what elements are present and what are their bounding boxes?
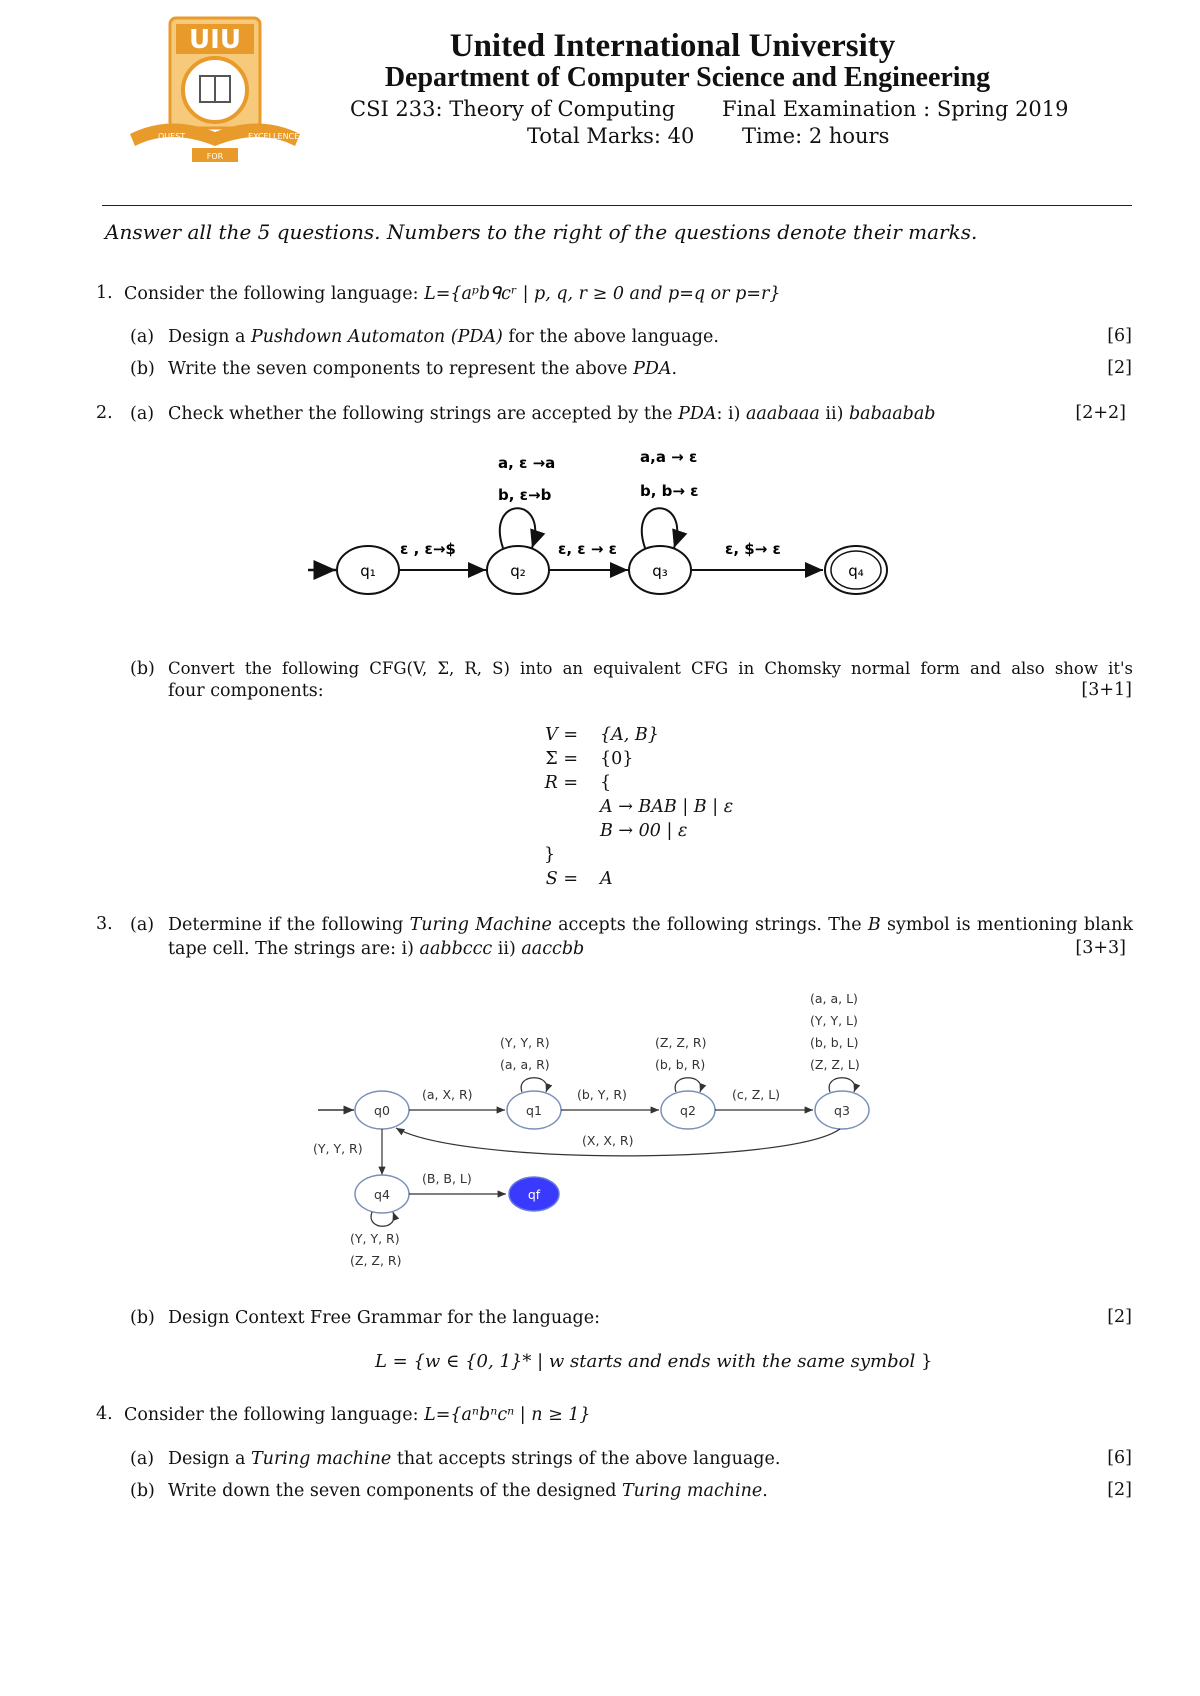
q1-intro: Consider the following language: L={aᵖbᑫcʳ | p, q, r ≥ 0 and p=q or p=r} bbox=[124, 284, 781, 304]
pda-loop3-top: a,a → ε bbox=[640, 448, 698, 466]
q4b-text: Write down the seven components of the designed Turing machine. bbox=[168, 1481, 768, 1501]
cfg-r-close: } bbox=[544, 845, 556, 865]
cfg-s-rhs: A bbox=[600, 869, 613, 889]
q4a-text: Design a Turing machine that accepts strings of the above language. bbox=[168, 1449, 781, 1469]
tm-diagram bbox=[310, 985, 910, 1270]
q2a-marks: [2+2] bbox=[1075, 403, 1126, 423]
q1a-marks: [6] bbox=[1107, 326, 1132, 346]
q3a-line2: tape cell. The strings are: i) aabbccc ii) aaccbb bbox=[168, 939, 585, 959]
tm-q1-loop-0: (Y, Y, R) bbox=[500, 1035, 550, 1050]
tm-t12: (b, Y, R) bbox=[577, 1087, 627, 1102]
q3b-marks: [2] bbox=[1107, 1307, 1132, 1327]
instructions: Answer all the 5 questions. Numbers to the right of the questions denote their marks. bbox=[105, 220, 978, 244]
tm-q3-loop-3: (Z, Z, L) bbox=[810, 1057, 860, 1072]
tm-q3-loop-1: (Y, Y, L) bbox=[810, 1013, 858, 1028]
pda-loop2-bot: b, ε→b bbox=[498, 486, 552, 504]
cfg-rule2: B → 00 | ε bbox=[600, 821, 688, 841]
q3b-language: L = {w ∈ {0, 1}* | w starts and ends with the same symbol } bbox=[375, 1351, 933, 1372]
q1b-label: (b) bbox=[130, 359, 155, 379]
tm-q1-loop-1: (a, a, R) bbox=[500, 1057, 550, 1072]
cfg-r-open: { bbox=[600, 773, 612, 793]
cfg-r-lhs: R = bbox=[544, 773, 578, 793]
tm-state-q4-label: q4 bbox=[374, 1187, 390, 1202]
q2a-text: Check whether the following strings are accepted by the PDA: i) aaabaaa ii) babaabab bbox=[168, 404, 936, 424]
exam-time: Time: 2 hours bbox=[742, 124, 890, 148]
tm-q3-loop-2: (b, b, L) bbox=[810, 1035, 859, 1050]
q1b-text: Write the seven components to represent the above PDA. bbox=[168, 359, 678, 379]
q1-number: 1. bbox=[96, 283, 113, 303]
pda-state-q3-label: q₃ bbox=[652, 562, 668, 580]
pda-state-q2-label: q₂ bbox=[510, 562, 526, 580]
q2a-label: (a) bbox=[130, 404, 155, 424]
q3a-line1: Determine if the following Turing Machine accepts the following strings. The B symbol is mentioning blank bbox=[168, 915, 1133, 935]
pda-loop2-top: a, ε →a bbox=[498, 454, 556, 472]
q4-intro: Consider the following language: L={aⁿbⁿcⁿ | n ≥ 1} bbox=[124, 1405, 591, 1425]
tm-q2-loop-0: (Z, Z, R) bbox=[655, 1035, 707, 1050]
tm-t01: (a, X, R) bbox=[422, 1087, 473, 1102]
cfg-sigma-lhs: Σ = bbox=[545, 749, 578, 769]
q2b-line1: Convert the following CFG(V, Σ, R, S) into an equivalent CFG in Chomsky normal form and also show it's bbox=[168, 659, 1133, 678]
pda-diagram bbox=[300, 440, 920, 610]
q1b-marks: [2] bbox=[1107, 358, 1132, 378]
tm-state-qf-label: qf bbox=[527, 1187, 541, 1202]
tm-t04: (Y, Y, R) bbox=[313, 1141, 363, 1156]
q4-number: 4. bbox=[96, 1404, 113, 1424]
tm-q4-loop-0: (Y, Y, R) bbox=[350, 1231, 400, 1246]
pda-t23: ε, ε → ε bbox=[558, 540, 617, 558]
q4-language: L={aⁿbⁿcⁿ | n ≥ 1} bbox=[424, 1405, 591, 1425]
q4b-label: (b) bbox=[130, 1481, 155, 1501]
tm-state-q2-label: q2 bbox=[680, 1103, 696, 1118]
q3a-label: (a) bbox=[130, 915, 155, 935]
pda-t34: ε, $→ ε bbox=[725, 540, 781, 558]
header-divider bbox=[102, 205, 1132, 206]
department-name: Department of Computer Science and Engineering bbox=[384, 62, 991, 93]
q1-language: L={aᵖbᑫcʳ | p, q, r ≥ 0 and p=q or p=r} bbox=[424, 284, 781, 304]
pda-state-q4-label: q₄ bbox=[848, 562, 864, 580]
pda-loop3-bot: b, b→ ε bbox=[640, 482, 699, 500]
pda-t12: ε , ε→$ bbox=[400, 540, 456, 558]
logo-ribbon-bottom: FOR bbox=[206, 152, 224, 161]
total-marks: Total Marks: 40 bbox=[527, 124, 695, 148]
tm-q4-loop-1: (Z, Z, R) bbox=[350, 1253, 402, 1268]
q4b-marks: [2] bbox=[1107, 1480, 1132, 1500]
logo-text: UIU bbox=[189, 25, 241, 55]
tm-state-q1-label: q1 bbox=[526, 1103, 542, 1118]
tm-t4f: (B, B, L) bbox=[422, 1171, 472, 1186]
q1a-label: (a) bbox=[130, 327, 155, 347]
tm-t23: (c, Z, L) bbox=[732, 1087, 781, 1102]
q3-number: 3. bbox=[96, 914, 113, 934]
tm-state-q3-label: q3 bbox=[834, 1103, 850, 1118]
tm-state-q0-label: q0 bbox=[374, 1103, 390, 1118]
q3b-label: (b) bbox=[130, 1308, 155, 1328]
cfg-sigma-rhs: {0} bbox=[600, 749, 634, 769]
logo-ribbon-right: EXCELLENCE bbox=[248, 132, 300, 141]
q3b-text: Design Context Free Grammar for the language: bbox=[168, 1308, 600, 1328]
cfg-s-lhs: S = bbox=[545, 869, 578, 889]
q1a-text: Design a Pushdown Automaton (PDA) for the above language. bbox=[168, 327, 719, 347]
q2b-label: (b) bbox=[130, 659, 155, 679]
course-code: CSI 233: Theory of Computing bbox=[350, 97, 676, 121]
q2b-line2: four components: bbox=[168, 681, 324, 701]
q3a-marks: [3+3] bbox=[1075, 938, 1126, 958]
tm-q3-loop-0: (a, a, L) bbox=[810, 991, 858, 1006]
q2b-marks: [3+1] bbox=[1081, 680, 1132, 700]
cfg-v-rhs: {A, B} bbox=[600, 725, 659, 745]
pda-state-q1-label: q₁ bbox=[360, 562, 376, 580]
tm-q2-loop-1: (b, b, R) bbox=[655, 1057, 706, 1072]
q4a-marks: [6] bbox=[1107, 1448, 1132, 1468]
cfg-rule1: A → BAB | B | ε bbox=[600, 797, 734, 817]
q2-number: 2. bbox=[96, 403, 113, 423]
cfg-v-lhs: V = bbox=[545, 725, 578, 745]
q4a-label: (a) bbox=[130, 1449, 155, 1469]
logo-ribbon-left: QUEST bbox=[158, 132, 186, 141]
university-name: United International University bbox=[449, 28, 896, 64]
exam-title: Final Examination : Spring 2019 bbox=[722, 97, 1069, 121]
tm-t30: (X, X, R) bbox=[582, 1133, 634, 1148]
